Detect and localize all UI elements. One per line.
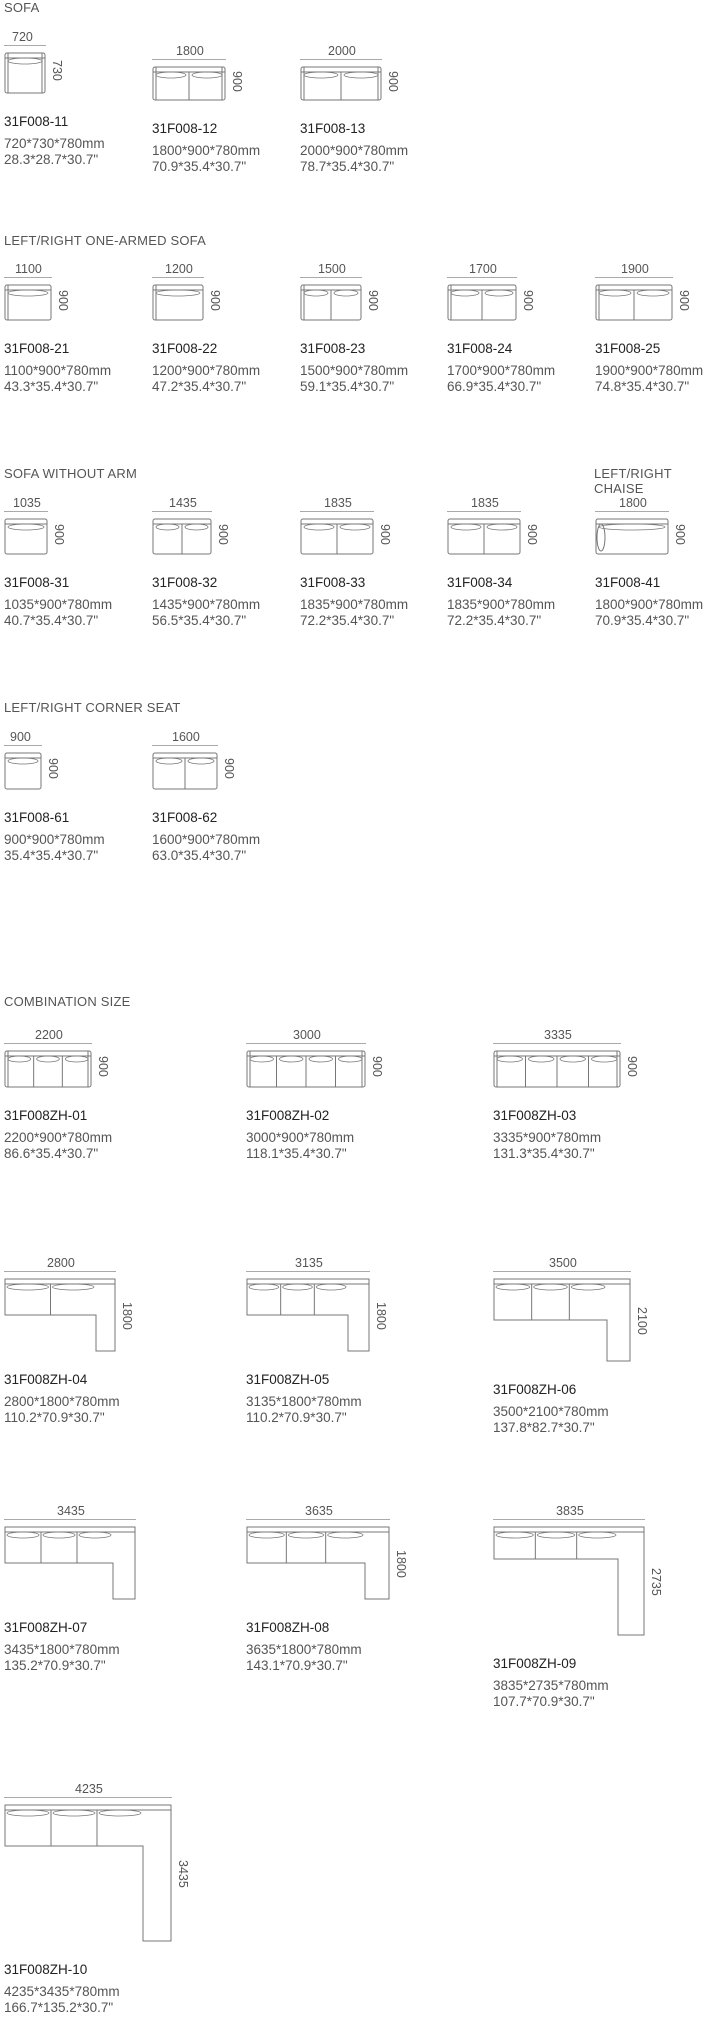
product-item	[152, 262, 292, 407]
width-dimension-line	[246, 1519, 390, 1520]
back-cushion	[451, 290, 479, 296]
width-dimension-label: 3635	[305, 1504, 333, 1518]
sofa-drawing	[493, 1278, 631, 1362]
width-dimension-line	[493, 1519, 645, 1520]
sofa-drawing	[4, 518, 48, 555]
back-cushion	[304, 72, 338, 78]
product-code: 31F008ZH-09	[493, 1656, 577, 1671]
dimensions-inch: 137.8*82.7*30.7"	[493, 1420, 595, 1435]
product-item	[4, 1256, 144, 1438]
dimensions-inch: 131.3*35.4*30.7"	[493, 1146, 595, 1161]
sofa-drawing	[246, 1050, 366, 1088]
width-dimension-line	[152, 511, 212, 512]
product-item	[300, 496, 440, 641]
product-item	[246, 1028, 386, 1174]
sofa-drawing	[447, 518, 521, 555]
depth-dimension-label: 900	[370, 1056, 384, 1077]
dimensions-inch: 118.1*35.4*30.7"	[246, 1146, 347, 1161]
width-dimension-label: 3835	[556, 1504, 584, 1518]
width-dimension-label: 1900	[621, 262, 649, 276]
sofa-drawing	[4, 1804, 172, 1942]
dimensions-mm: 4235*3435*780mm	[4, 1984, 120, 1999]
width-dimension-line	[447, 277, 517, 278]
sofa-outline	[494, 1527, 644, 1635]
back-cushion	[339, 1056, 363, 1062]
width-dimension-label: 720	[12, 30, 33, 44]
sofa-drawing	[493, 1526, 645, 1636]
width-dimension-line	[493, 1271, 631, 1272]
dimensions-inch: 28.3*28.7*30.7"	[4, 152, 99, 167]
depth-dimension-label: 1800	[374, 1302, 388, 1330]
back-cushion	[599, 290, 631, 296]
dimensions-mm: 1100*900*780mm	[4, 363, 112, 378]
back-cushion	[340, 524, 370, 530]
product-item	[300, 262, 440, 407]
depth-dimension-label: 900	[216, 523, 230, 545]
product-item	[246, 1256, 386, 1438]
width-dimension-line	[447, 511, 521, 512]
back-cushion	[43, 1532, 75, 1538]
depth-dimension-label: 900	[677, 289, 691, 311]
back-cushion	[496, 1284, 530, 1290]
sofa-drawing	[595, 284, 673, 321]
width-dimension-label: 1100	[15, 262, 42, 276]
product-item	[595, 496, 724, 641]
product-code: 31F008-33	[300, 575, 366, 590]
dimensions-inch: 107.7*70.9*30.7"	[493, 1694, 595, 1709]
dimensions-mm: 2000*900*780mm	[300, 143, 409, 158]
sofa-drawing	[246, 1526, 390, 1600]
width-dimension-label: 1035	[13, 496, 41, 510]
width-dimension-label: 4235	[75, 1782, 103, 1796]
dimensions-inch: 70.9*35.4*30.7"	[595, 613, 690, 628]
dimensions-mm: 1835*900*780mm	[300, 597, 409, 612]
dimensions-inch: 70.9*35.4*30.7"	[152, 159, 247, 174]
dimensions-inch: 56.5*35.4*30.7"	[152, 613, 247, 628]
width-dimension-label: 3135	[295, 1256, 323, 1270]
back-cushion	[451, 524, 481, 530]
sofa-outline	[494, 1279, 630, 1361]
back-cushion	[8, 524, 44, 530]
dimensions-inch: 72.2*35.4*30.7"	[300, 613, 395, 628]
sofa-drawing	[447, 284, 517, 321]
product-item	[4, 262, 144, 407]
product-code: 31F008-34	[447, 575, 513, 590]
depth-dimension-label: 900	[46, 758, 60, 779]
back-cushion	[328, 1532, 363, 1538]
product-code: 31F008ZH-05	[246, 1372, 330, 1387]
back-cushion	[280, 1056, 304, 1062]
depth-dimension-label: 1800	[120, 1302, 134, 1330]
width-dimension-label: 1835	[324, 496, 352, 510]
width-dimension-label: 1500	[318, 262, 346, 276]
back-cushion	[156, 290, 200, 296]
product-code: 31F008-23	[300, 341, 366, 356]
dimensions-mm: 2200*900*780mm	[4, 1130, 113, 1145]
width-dimension-line	[4, 45, 46, 46]
sofa-drawing	[4, 52, 46, 94]
width-dimension-label: 900	[10, 730, 31, 744]
width-dimension-label: 1835	[471, 496, 499, 510]
dimensions-mm: 3435*1800*780mm	[4, 1642, 120, 1657]
product-item	[300, 44, 440, 187]
depth-dimension-label: 900	[56, 289, 70, 311]
depth-dimension-label: 900	[673, 523, 687, 545]
back-cushion	[65, 1056, 88, 1062]
product-code: 31F008-41	[595, 575, 661, 590]
width-dimension-line	[4, 1519, 136, 1520]
back-cushion	[7, 1284, 49, 1290]
product-code: 31F008-12	[152, 121, 218, 136]
dimensions-mm: 1835*900*780mm	[447, 597, 556, 612]
dimensions-mm: 1900*900*780mm	[595, 363, 704, 378]
product-code: 31F008-22	[152, 341, 218, 356]
back-cushion	[249, 1284, 279, 1290]
product-code: 31F008-25	[595, 341, 661, 356]
back-cushion	[37, 1056, 60, 1062]
dimensions-inch: 63.0*35.4*30.7"	[152, 848, 247, 863]
dimensions-inch: 110.2*70.9*30.7"	[246, 1410, 347, 1425]
dimensions-mm: 3835*2735*780mm	[493, 1678, 609, 1693]
product-code: 31F008-24	[447, 341, 513, 356]
back-cushion	[304, 290, 328, 296]
sofa-drawing	[4, 1050, 92, 1088]
back-cushion	[529, 1056, 555, 1062]
width-dimension-label: 2800	[47, 1256, 75, 1270]
dimensions-inch: 166.7*135.2*30.7"	[4, 2000, 114, 2015]
product-item	[152, 730, 292, 876]
back-cushion	[79, 1532, 111, 1538]
product-code: 31F008-21	[4, 341, 70, 356]
back-cushion	[192, 72, 222, 78]
section-title-corner-seat: LEFT/RIGHT CORNER SEAT	[4, 700, 181, 715]
product-item	[4, 730, 144, 876]
product-code: 31F008ZH-03	[493, 1108, 577, 1123]
width-dimension-line	[152, 745, 218, 746]
back-cushion	[637, 290, 669, 296]
width-dimension-line	[246, 1271, 370, 1272]
back-cushion	[560, 1056, 586, 1062]
back-cushion	[537, 1532, 574, 1538]
product-item	[595, 262, 724, 407]
back-cushion	[534, 1284, 568, 1290]
product-code: 31F008-32	[152, 575, 218, 590]
back-cushion	[8, 1056, 31, 1062]
dimensions-inch: 143.1*70.9*30.7"	[246, 1658, 348, 1673]
back-cushion	[592, 1056, 618, 1062]
product-code: 31F008ZH-02	[246, 1108, 330, 1123]
dimensions-mm: 720*730*780mm	[4, 136, 105, 151]
product-item	[4, 1028, 144, 1174]
sofa-drawing	[4, 284, 52, 321]
dimensions-mm: 1035*900*780mm	[4, 597, 113, 612]
product-code: 31F008-62	[152, 810, 218, 825]
dimensions-inch: 43.3*35.4*30.7"	[4, 379, 99, 394]
back-cushion	[309, 1056, 333, 1062]
dimensions-mm: 1700*900*780mm	[447, 363, 556, 378]
back-cushion	[7, 1532, 39, 1538]
dimensions-mm: 3335*900*780mm	[493, 1130, 602, 1145]
product-item	[246, 1504, 408, 1686]
depth-dimension-label: 900	[222, 758, 236, 779]
dimensions-inch: 110.2*70.9*30.7"	[4, 1410, 105, 1425]
back-cushion	[249, 1532, 284, 1538]
sofa-drawing	[300, 518, 374, 555]
dimensions-mm: 3135*1800*780mm	[246, 1394, 362, 1409]
dimensions-mm: 3000*900*780mm	[246, 1130, 355, 1145]
dimensions-inch: 47.2*35.4*30.7"	[152, 379, 247, 394]
dimensions-mm: 3635*1800*780mm	[246, 1642, 362, 1657]
product-item	[493, 1256, 649, 1448]
dimensions-inch: 135.2*70.9*30.7"	[4, 1658, 106, 1673]
product-code: 31F008-13	[300, 121, 366, 136]
depth-dimension-label: 730	[50, 60, 64, 81]
sofa-drawing	[300, 66, 382, 101]
section-title-combination-size: COMBINATION SIZE	[4, 994, 131, 1009]
dimensions-mm: 2800*1800*780mm	[4, 1394, 120, 1409]
sofa-drawing	[246, 1278, 370, 1352]
width-dimension-line	[493, 1043, 621, 1044]
dimensions-inch: 78.7*35.4*30.7"	[300, 159, 395, 174]
product-code: 31F008ZH-04	[4, 1372, 88, 1387]
dimensions-mm: 900*900*780mm	[4, 832, 105, 847]
depth-dimension-label: 900	[378, 523, 392, 545]
width-dimension-line	[595, 511, 669, 512]
section-title-one-armed-sofa: LEFT/RIGHT ONE-ARMED SOFA	[4, 233, 206, 248]
product-item	[4, 1782, 190, 2028]
width-dimension-label: 3435	[57, 1504, 85, 1518]
width-dimension-label: 1800	[176, 44, 204, 58]
depth-dimension-label: 900	[230, 70, 244, 92]
dimensions-mm: 1800*900*780mm	[152, 143, 261, 158]
sofa-drawing	[4, 752, 42, 790]
back-cushion	[250, 1056, 274, 1062]
back-cushion	[288, 1532, 323, 1538]
sofa-outline	[5, 1805, 171, 1941]
product-item	[4, 1504, 144, 1686]
dimensions-inch: 86.6*35.4*30.7"	[4, 1146, 99, 1161]
width-dimension-label: 2200	[35, 1028, 63, 1042]
sofa-drawing	[152, 66, 226, 101]
depth-dimension-label: 900	[96, 1056, 110, 1077]
depth-dimension-label: 900	[208, 289, 222, 311]
section-title-chaise: LEFT/RIGHT CHAISE	[594, 466, 672, 496]
dimensions-inch: 40.7*35.4*30.7"	[4, 613, 99, 628]
product-item	[152, 44, 292, 187]
dimensions-inch: 59.1*35.4*30.7"	[300, 379, 395, 394]
back-cushion	[99, 1810, 141, 1816]
depth-dimension-label: 900	[625, 1056, 639, 1077]
width-dimension-label: 1800	[619, 496, 647, 510]
product-code: 31F008ZH-08	[246, 1620, 330, 1635]
product-item	[4, 496, 144, 641]
back-cushion	[344, 72, 378, 78]
product-item	[152, 496, 292, 641]
product-item	[447, 262, 587, 407]
back-cushion	[599, 524, 665, 530]
dimensions-mm: 1800*900*780mm	[595, 597, 704, 612]
back-cushion	[485, 290, 513, 296]
back-cushion	[8, 58, 42, 64]
width-dimension-line	[300, 277, 362, 278]
back-cushion	[283, 1284, 313, 1290]
width-dimension-label: 1600	[172, 730, 200, 744]
product-code: 31F008ZH-01	[4, 1108, 88, 1123]
back-cushion	[7, 1810, 49, 1816]
dimensions-inch: 66.9*35.4*30.7"	[447, 379, 542, 394]
back-cushion	[304, 524, 334, 530]
depth-dimension-label: 3435	[176, 1860, 190, 1888]
width-dimension-line	[595, 277, 673, 278]
sofa-drawing	[493, 1050, 621, 1088]
width-dimension-line	[4, 1043, 92, 1044]
product-item	[493, 1028, 639, 1174]
sofa-drawing	[4, 1278, 116, 1352]
width-dimension-label: 1200	[165, 262, 193, 276]
width-dimension-line	[152, 277, 204, 278]
product-item	[493, 1504, 663, 1722]
product-code: 31F008ZH-06	[493, 1382, 577, 1397]
product-item	[4, 30, 144, 180]
back-cushion	[8, 758, 38, 764]
product-code: 31F008ZH-07	[4, 1620, 88, 1635]
dimensions-inch: 35.4*35.4*30.7"	[4, 848, 99, 863]
width-dimension-line	[4, 1271, 116, 1272]
back-cushion	[571, 1284, 605, 1290]
dimensions-mm: 1435*900*780mm	[152, 597, 261, 612]
dimensions-mm: 3500*2100*780mm	[493, 1404, 609, 1419]
depth-dimension-label: 900	[52, 523, 66, 545]
back-cushion	[496, 1532, 533, 1538]
depth-dimension-label: 900	[521, 289, 535, 311]
back-cushion	[487, 524, 517, 530]
dimensions-mm: 1600*900*780mm	[152, 832, 261, 847]
depth-dimension-label: 2100	[635, 1307, 649, 1335]
back-cushion	[53, 1810, 95, 1816]
product-item	[447, 496, 587, 641]
sofa-drawing	[300, 284, 362, 321]
product-code: 31F008ZH-10	[4, 1962, 88, 1977]
depth-dimension-label: 900	[366, 289, 380, 311]
width-dimension-line	[152, 59, 226, 60]
back-cushion	[156, 758, 182, 764]
back-cushion	[8, 290, 48, 296]
width-dimension-label: 3000	[293, 1028, 321, 1042]
back-cushion	[316, 1284, 346, 1290]
width-dimension-line	[4, 1797, 172, 1798]
back-cushion	[53, 1284, 95, 1290]
sofa-drawing	[152, 284, 204, 321]
back-cushion	[156, 524, 179, 530]
sofa-drawing	[595, 518, 669, 555]
dimensions-inch: 72.2*35.4*30.7"	[447, 613, 542, 628]
width-dimension-label: 1700	[469, 262, 497, 276]
depth-dimension-label: 1800	[394, 1550, 408, 1578]
width-dimension-line	[4, 277, 52, 278]
width-dimension-label: 3335	[544, 1028, 572, 1042]
width-dimension-line	[4, 745, 42, 746]
depth-dimension-label: 2735	[649, 1568, 663, 1596]
section-title-sofa-without-arm: SOFA WITHOUT ARM	[4, 466, 137, 481]
back-cushion	[497, 1056, 523, 1062]
back-cushion	[579, 1532, 616, 1538]
back-cushion	[188, 758, 214, 764]
back-cushion	[156, 72, 186, 78]
back-cushion	[334, 290, 358, 296]
product-code: 31F008-11	[4, 114, 69, 129]
width-dimension-line	[300, 59, 382, 60]
depth-dimension-label: 900	[386, 70, 400, 92]
back-cushion	[185, 524, 208, 530]
section-title-sofa: SOFA	[4, 0, 40, 15]
width-dimension-label: 2000	[328, 44, 356, 58]
width-dimension-line	[246, 1043, 366, 1044]
width-dimension-line	[4, 511, 48, 512]
sofa-drawing	[152, 752, 218, 790]
dimensions-inch: 74.8*35.4*30.7"	[595, 379, 690, 394]
product-code: 31F008-61	[4, 810, 70, 825]
depth-dimension-label: 900	[525, 523, 539, 545]
width-dimension-label: 3500	[549, 1256, 577, 1270]
dimensions-mm: 1500*900*780mm	[300, 363, 409, 378]
width-dimension-line	[300, 511, 374, 512]
dimensions-mm: 1200*900*780mm	[152, 363, 261, 378]
sofa-drawing	[4, 1526, 136, 1600]
sofa-drawing	[152, 518, 212, 555]
product-code: 31F008-31	[4, 575, 70, 590]
width-dimension-label: 1435	[169, 496, 197, 510]
